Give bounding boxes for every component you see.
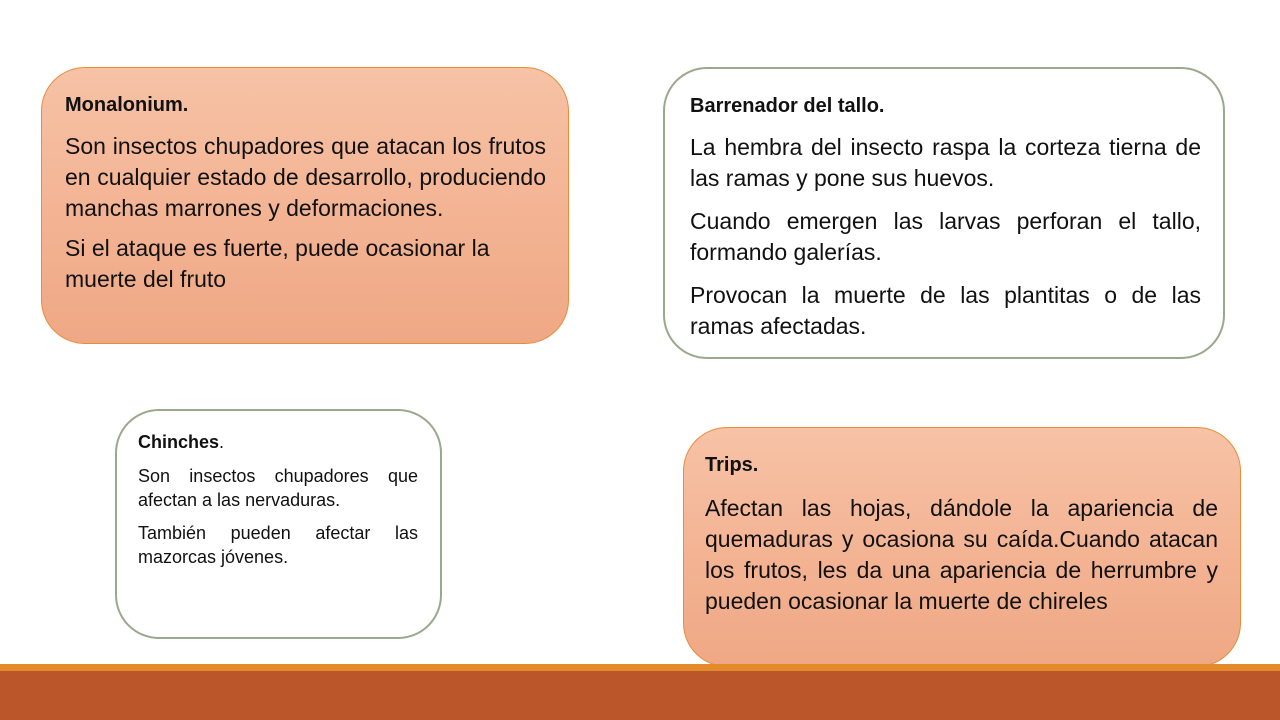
card-title: Trips. <box>705 454 759 476</box>
footer-bar <box>0 671 1280 720</box>
card-paragraph: Son insectos chupadores que atacan los frutos en cualquier estado de desarrollo, produciendo manchas marrones y deformaciones. <box>65 133 546 221</box>
card-paragraph: Cuando emergen las larvas perforan el tallo, formando galerías. <box>690 208 1201 265</box>
card-barrenador <box>663 67 1225 359</box>
card-monalonium <box>41 67 569 344</box>
card-title: Monalonium. <box>65 94 189 116</box>
card-paragraph: Provocan la muerte de las plantitas o de las ramas afectadas. <box>690 282 1201 339</box>
card-title-suffix: . <box>219 432 225 452</box>
card-paragraph: También pueden afectar las mazorcas jóvenes. <box>138 523 418 567</box>
card-title: Chinches <box>138 432 220 452</box>
card-paragraph: Afectan las hojas, dándole la apariencia de quemaduras y ocasiona su caída.Cuando atacan los frutos, les da una apariencia de herrumbre y pueden ocasionar la muerte de chireles <box>705 495 1218 614</box>
card-title: Barrenador del tallo. <box>690 95 885 117</box>
card-title-line <box>138 430 418 454</box>
card-paragraph: La hembra del insecto raspa la corteza tierna de las ramas y pone sus huevos. <box>690 134 1201 191</box>
footer-accent-line <box>0 664 1280 671</box>
card-paragraph: Si el ataque es fuerte, puede ocasionar la muerte del fruto <box>65 235 490 292</box>
card-trips <box>683 427 1241 667</box>
card-chinches <box>115 409 442 639</box>
card-paragraph: Son insectos chupadores que afectan a las nervaduras. <box>138 466 418 510</box>
